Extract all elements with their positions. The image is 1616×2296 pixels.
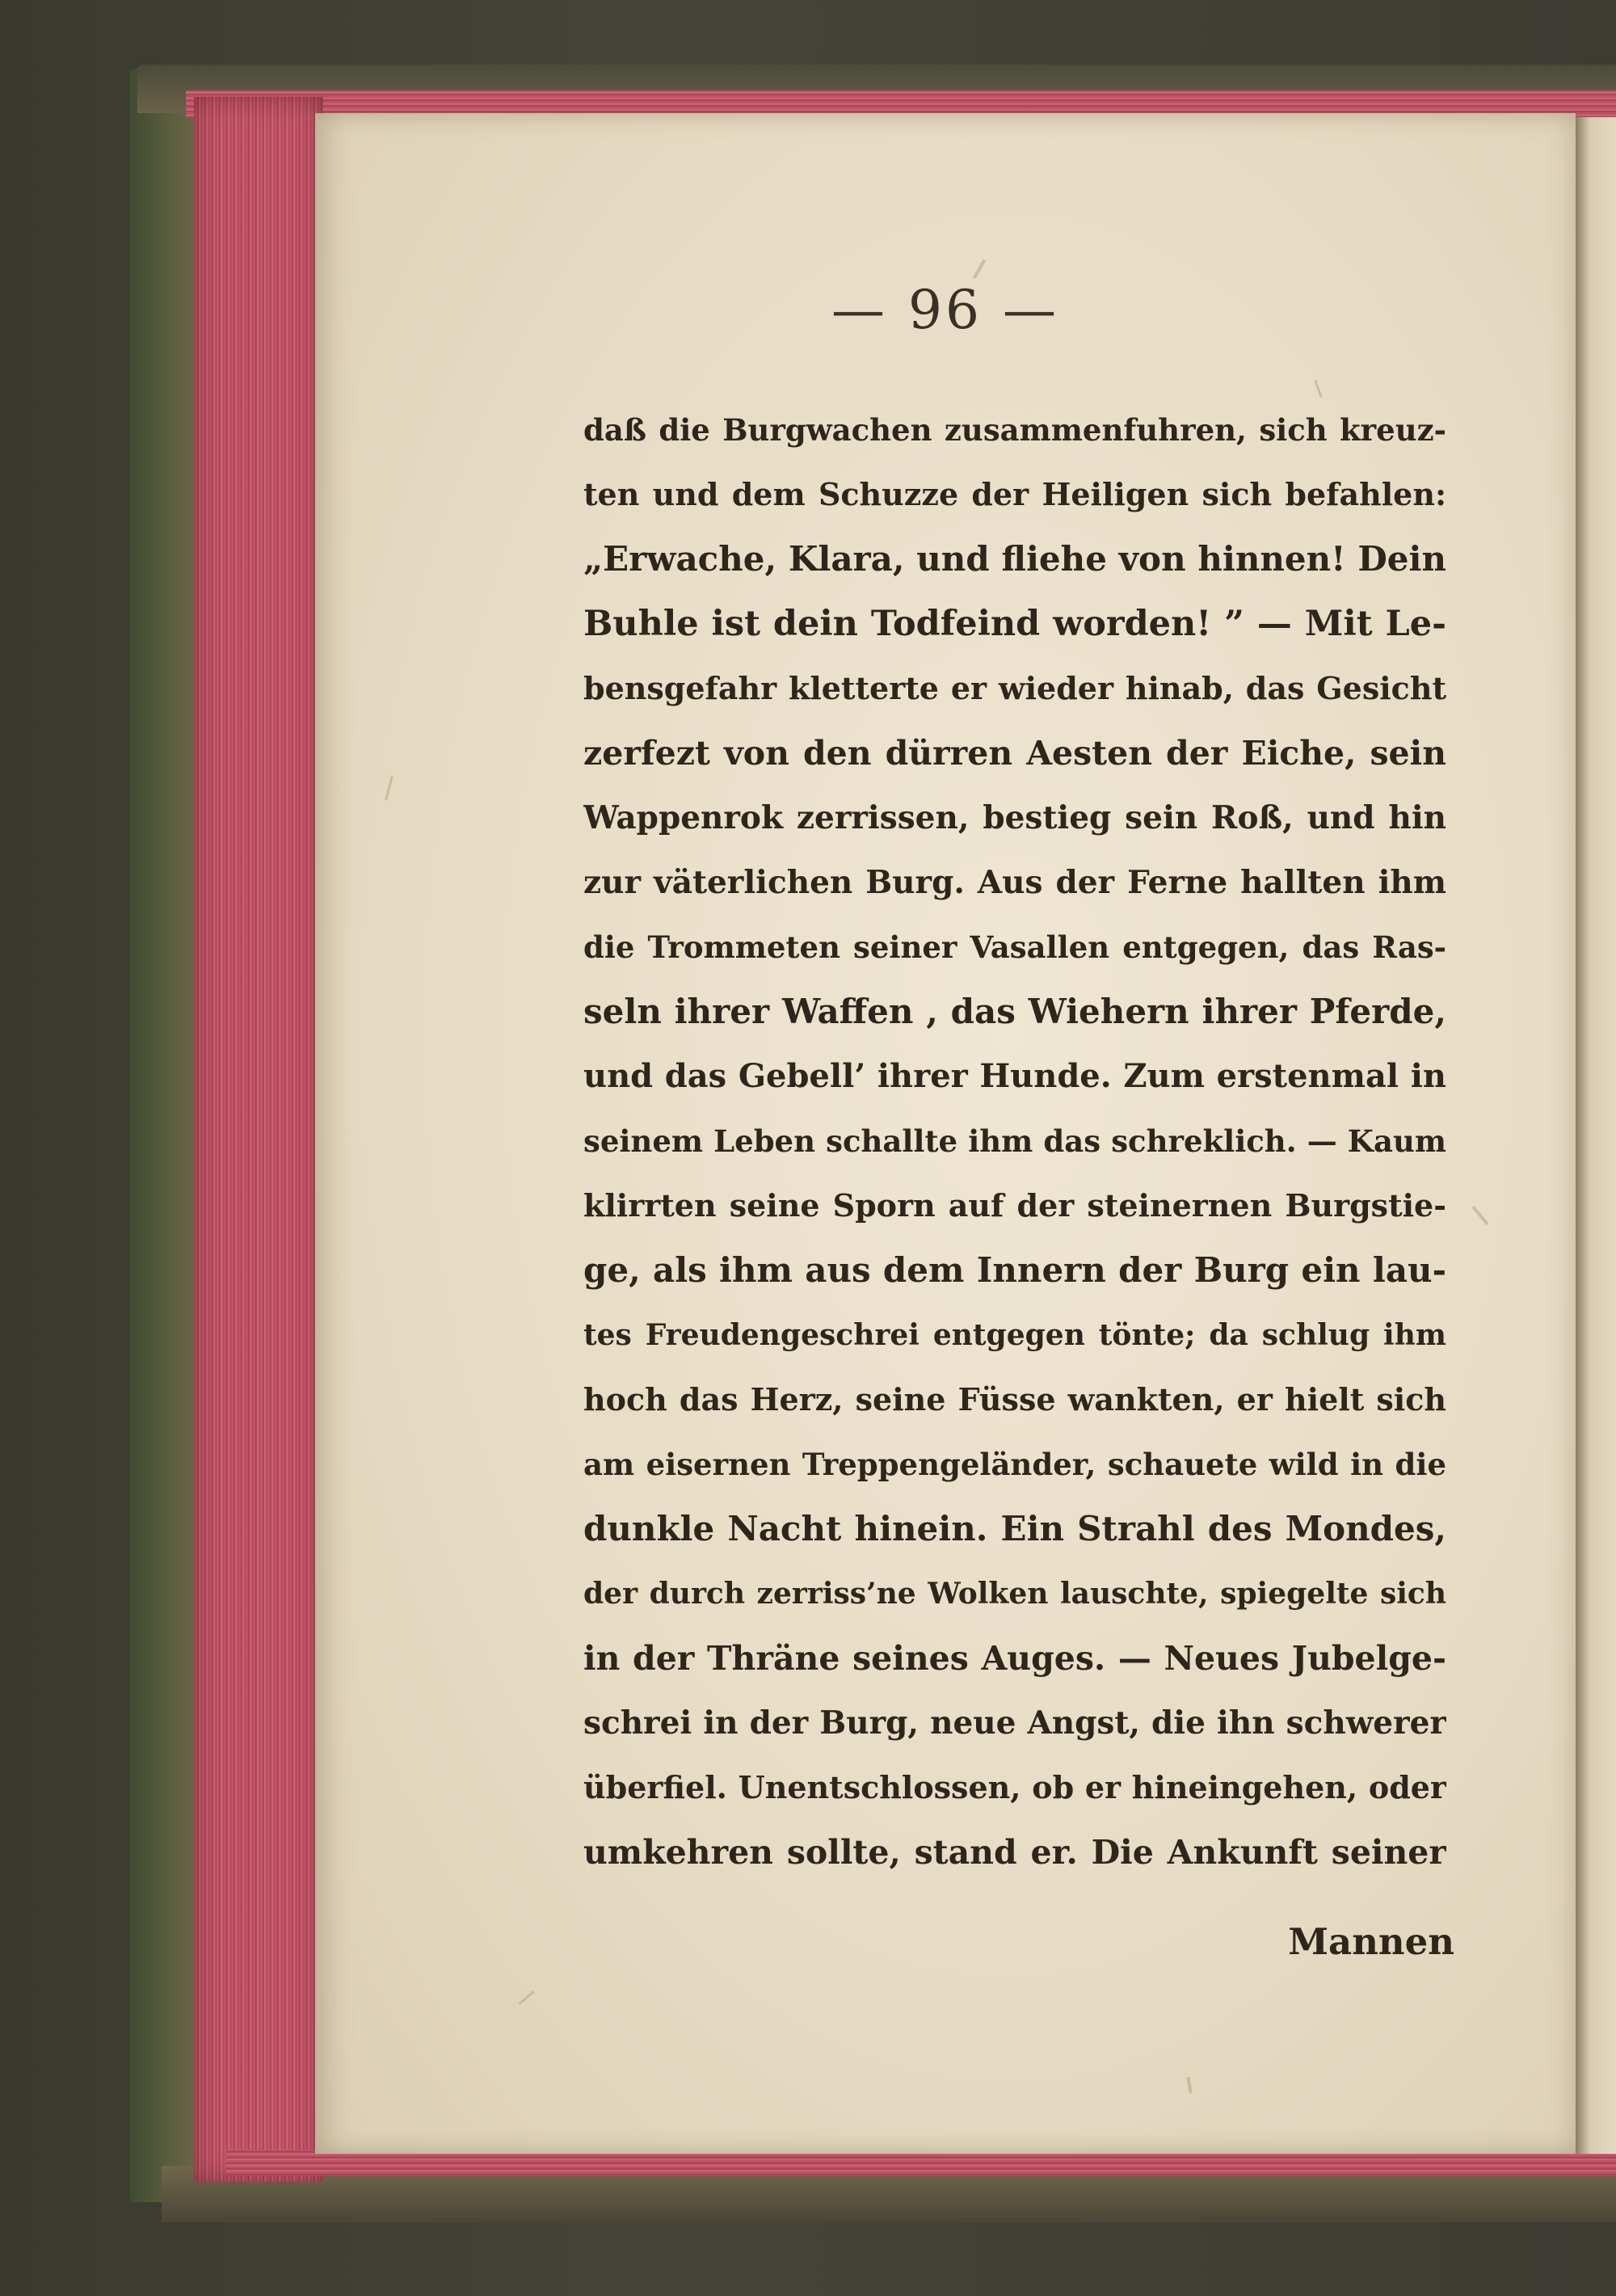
text-line: zur väterlichen Burg. Aus der Ferne hallten ihm: [583, 864, 1446, 901]
paper-fiber: [1471, 1206, 1488, 1225]
text-line: schrei in der Burg, neue Angst, die ihn schwerer: [583, 1704, 1446, 1742]
page-number: — 96 —: [831, 279, 1059, 341]
text-line: in der Thräne seines Auges. — Neues Jubelge-: [583, 1639, 1446, 1678]
text-line: Buhle ist dein Todfeind worden! ” — Mit Le-: [583, 604, 1446, 644]
text-line: umkehren sollte, stand er. Die Ankunft seiner: [583, 1833, 1446, 1872]
paper-fiber: [1314, 380, 1322, 398]
facing-page: [1576, 117, 1616, 2154]
text-line: „Erwache, Klara, und fliehe von hinnen! Dein: [583, 539, 1446, 579]
text-line: dunkle Nacht hinein. Ein Strahl des Mondes,: [583, 1509, 1446, 1548]
text-line: hoch das Herz, seine Füsse wankten, er hielt sich: [583, 1381, 1446, 1418]
text-line: Wappenrok zerrissen, bestieg sein Roß, und hin: [583, 799, 1446, 836]
text-line: überfiel. Unentschlossen, ob er hineingehen, oder: [583, 1769, 1446, 1805]
paper-fiber: [518, 1991, 534, 2005]
page-edges: [194, 97, 323, 2182]
text-line: tes Freudengeschrei entgegen tönte; da schlug ihm: [583, 1318, 1446, 1352]
text-line: seinem Leben schallte ihm das schreklich. — Kaum: [583, 1123, 1446, 1159]
text-line: ten und dem Schuzze der Heiligen sich befahlen:: [583, 476, 1446, 512]
text-line: der durch zerriss’ne Wolken lauschte, spiegelte sich: [583, 1577, 1446, 1611]
text-line: daß die Burgwachen zusammenfuhren, sich kreuz-: [583, 412, 1446, 448]
catchword: Mannen: [1288, 1920, 1454, 1963]
body-text: [583, 398, 1446, 1885]
paper-fiber: [973, 259, 986, 280]
paper-fiber: [385, 776, 393, 800]
text-line: zerfezt von den dürren Aesten der Eiche, sein: [583, 734, 1446, 773]
text-line: am eisernen Treppengeländer, schauete wild in die: [583, 1447, 1446, 1482]
paper-fiber: [1186, 2077, 1192, 2093]
text-line: seln ihrer Waffen , das Wiehern ihrer Pferde,: [583, 992, 1446, 1031]
text-line: bensgefahr kletterte er wieder hinab, das Gesicht: [583, 670, 1446, 706]
text-line: klirrten seine Sporn auf der steinernen Burgstie-: [583, 1187, 1446, 1224]
text-line: und das Gebell’ ihrer Hunde. Zum erstenmal in: [583, 1057, 1446, 1095]
text-line: ge, als ihm aus dem Innern der Burg ein lau-: [583, 1250, 1446, 1290]
text-line: die Trommeten seiner Vasallen entgegen, das Ras-: [583, 929, 1446, 965]
